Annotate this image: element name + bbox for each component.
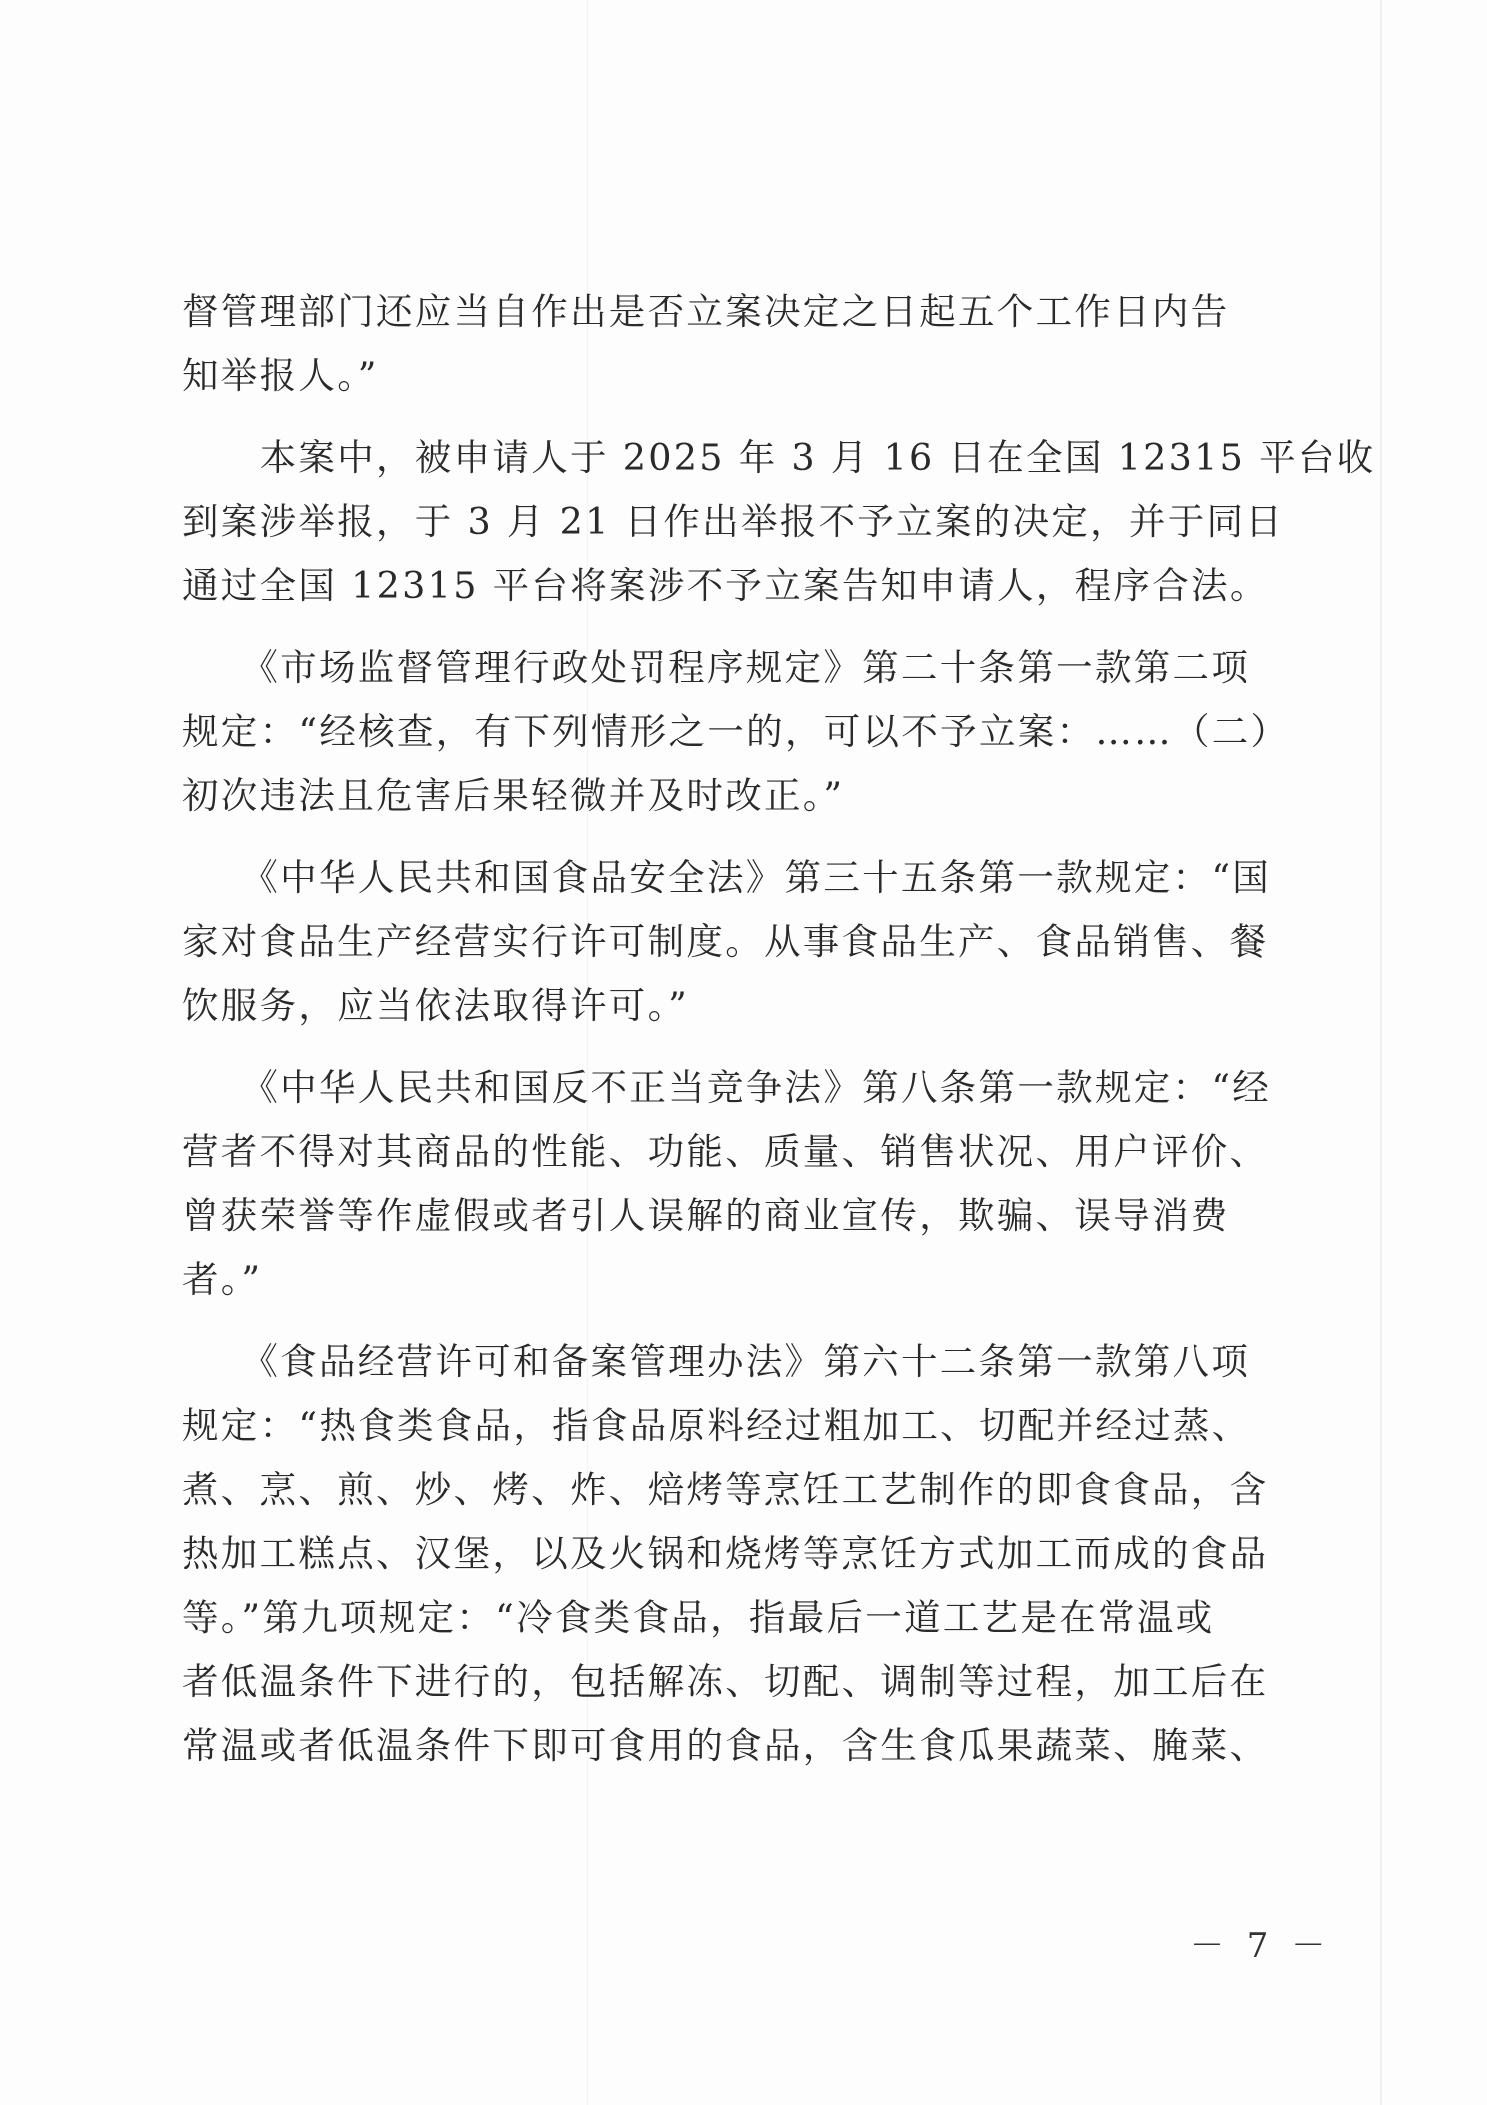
text-line: 《中华人民共和国食品安全法》第三十五条第一款规定：“国 xyxy=(182,856,1272,899)
text-line: 饮服务，应当依法取得许可。” xyxy=(182,984,690,1027)
text-line: 通过全国 12315 平台将案涉不予立案告知申请人，程序合法。 xyxy=(182,564,1269,607)
text-line: 常温或者低温条件下即可食用的食品，含生食瓜果蔬菜、腌菜、 xyxy=(182,1724,1269,1767)
text-line: 热加工糕点、汉堡，以及火锅和烧烤等烹饪方式加工而成的食品 xyxy=(182,1532,1269,1575)
text-line: 规定：“经核查，有下列情形之一的，可以不予立案：……（二） xyxy=(182,710,1290,753)
text-line: 初次违法且危害后果轻微并及时改正。” xyxy=(182,774,845,817)
scan-fold-line xyxy=(1380,0,1382,2105)
text-line: 者低温条件下进行的，包括解冻、切配、调制等过程，加工后在 xyxy=(182,1660,1269,1703)
text-line: 本案中，被申请人于 2025 年 3 月 16 日在全国 12315 平台收 xyxy=(182,436,1376,479)
page-number: － 7 － xyxy=(1190,1926,1332,1966)
text-line: 到案涉举报，于 3 月 21 日作出举报不予立案的决定，并于同日 xyxy=(182,500,1285,543)
text-line: 督管理部门还应当自作出是否立案决定之日起五个工作日内告 xyxy=(182,290,1230,333)
text-line: 《食品经营许可和备案管理办法》第六十二条第一款第八项 xyxy=(182,1340,1251,1383)
document-body xyxy=(182,280,1376,1778)
text-line: 规定：“热食类食品，指食品原料经过粗加工、切配并经过蒸、 xyxy=(182,1404,1251,1447)
text-line: 《市场监督管理行政处罚程序规定》第二十条第一款第二项 xyxy=(182,646,1251,689)
text-line: 家对食品生产经营实行许可制度。从事食品生产、食品销售、餐 xyxy=(182,920,1269,963)
text-line: 营者不得对其商品的性能、功能、质量、销售状况、用户评价、 xyxy=(182,1130,1269,1173)
text-line: 曾获荣誉等作虚假或者引人误解的商业宣传，欺骗、误导消费 xyxy=(182,1194,1230,1237)
text-line: 《中华人民共和国反不正当竞争法》第八条第一款规定：“经 xyxy=(182,1066,1272,1109)
text-line: 等。”第九项规定：“冷食类食品，指最后一道工艺是在常温或 xyxy=(182,1596,1215,1639)
text-line: 煮、烹、煎、炒、烤、炸、焙烤等烹饪工艺制作的即食食品，含 xyxy=(182,1468,1269,1511)
text-line: 知举报人。” xyxy=(182,354,379,397)
text-line: 者。” xyxy=(182,1258,263,1301)
